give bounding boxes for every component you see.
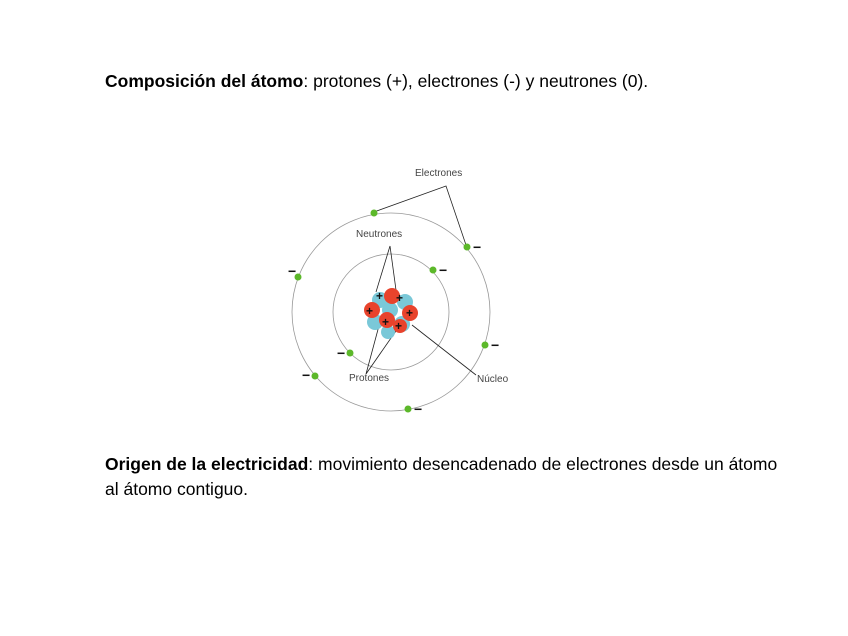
atom-composition-paragraph: [105, 69, 805, 94]
electron: [405, 406, 412, 413]
electron-charge: −: [473, 239, 482, 255]
proton-charge: +: [395, 319, 403, 333]
proton-charge: +: [406, 306, 414, 320]
proton-charge: +: [396, 291, 404, 305]
electricity-origin-text: : movimiento desencadenado de electrones desde un átomo al átomo contiguo.: [105, 454, 778, 499]
electron: [312, 373, 319, 380]
proton-charge: +: [376, 289, 384, 303]
proton-charge: +: [366, 304, 374, 318]
neutrons-label: Neutrones: [356, 229, 403, 240]
electron-charge: −: [439, 262, 448, 278]
proton-charge: +: [382, 315, 390, 329]
electron: [371, 210, 378, 217]
neutrons-pointer: [376, 246, 396, 292]
electron-charge: −: [414, 401, 423, 417]
electron: [430, 267, 437, 274]
electron: [464, 244, 471, 251]
atom-diagram: [280, 160, 520, 420]
electron-charge: −: [491, 337, 500, 353]
protons-label: Protones: [349, 373, 390, 384]
electron-charge: −: [288, 263, 297, 279]
electron-charge: −: [337, 345, 346, 361]
electrons-label: Electrones: [415, 168, 463, 179]
atom-composition-term: Composición del átomo: [105, 71, 304, 91]
electricity-origin-paragraph: [105, 452, 785, 502]
atom-composition-text: : protones (+), electrones (-) y neutrones (0).: [303, 71, 649, 91]
electron: [347, 350, 354, 357]
electron: [482, 342, 489, 349]
nucleus-pointer: [412, 325, 476, 375]
nucleus-label: Núcleo: [477, 374, 509, 385]
electricity-origin-term: Origen de la electricidad: [105, 454, 309, 474]
electron-charge: −: [302, 367, 311, 383]
nucleus: [364, 288, 418, 339]
